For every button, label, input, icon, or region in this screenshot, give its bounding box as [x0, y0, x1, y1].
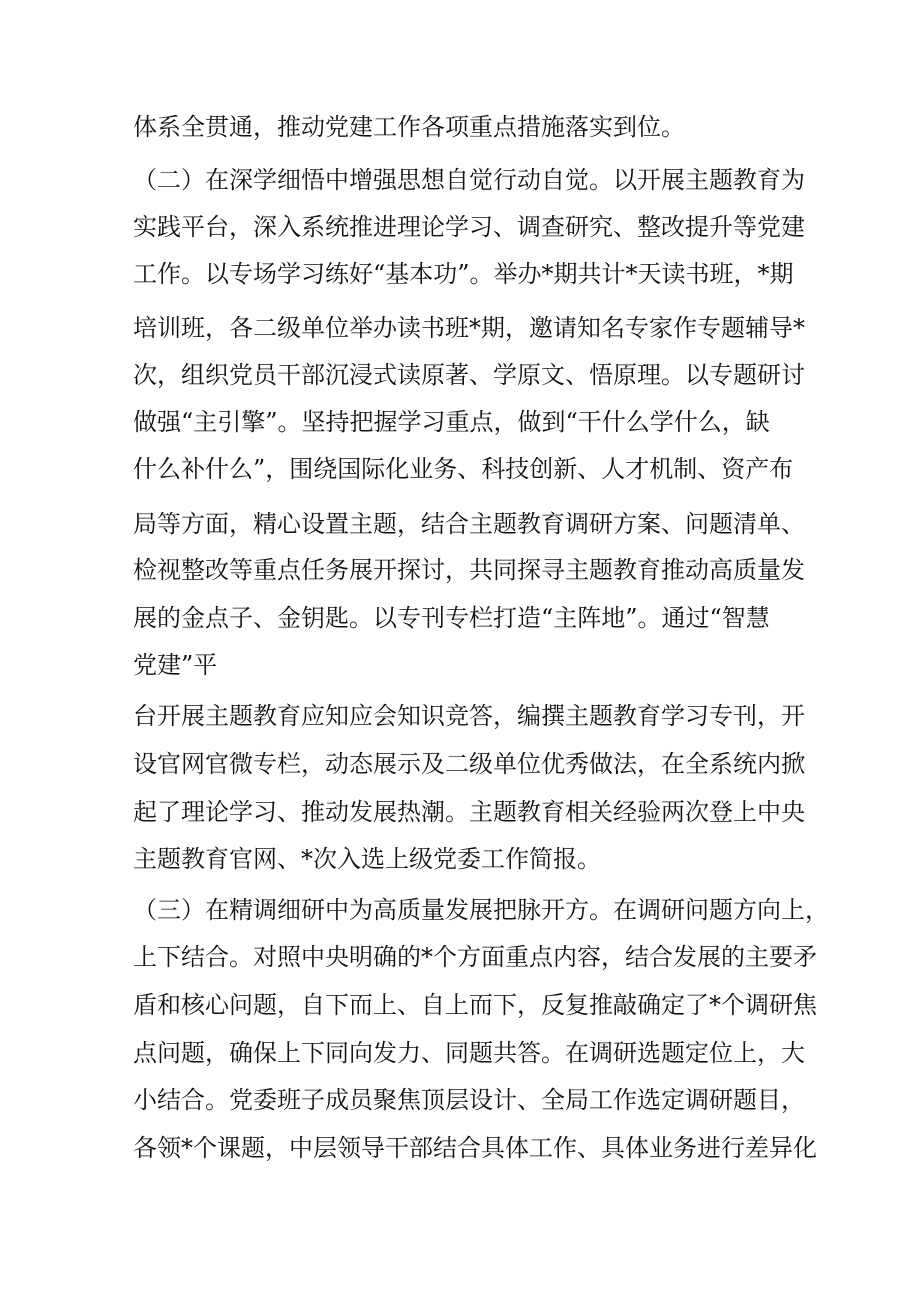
- text-line: 展的金点子、金钥匙。以专刊专栏打造“主阵地”。通过“智慧: [133, 604, 770, 632]
- text-line: 培训班，各二级单位举办读书班*期，邀请知名专家作专题辅导*: [133, 314, 805, 342]
- text-line: 点问题，确保上下同向发力、同题共答。在调研选题定位上，大: [133, 1039, 805, 1067]
- text-line: 小结合。党委班子成员聚焦顶层设计、全局工作选定调研题目，: [133, 1086, 805, 1114]
- text-line: 各领*个课题，中层领导干部结合具体工作、具体业务进行差异化: [133, 1134, 817, 1162]
- text-line: 体系全贯通，推动党建工作各项重点措施落实到位。: [133, 113, 685, 141]
- text-line: 台开展主题教育应知应会知识竞答，编撰主题教育学习专刊，开: [133, 702, 805, 730]
- text-line: 做强“主引擎”。坚持把握学习重点，做到“干什么学什么，缺: [133, 408, 770, 436]
- text-line: 工作。以专场学习练好“基本功”。举办*期共计*天读书班，*期: [133, 260, 794, 288]
- section-heading-line: （三）在精调细研中为高质量发展把脉开方。在调研问题方向上，: [133, 896, 829, 924]
- text-line: 局等方面，精心设置主题，结合主题教育调研方案、问题清单、: [133, 510, 805, 538]
- text-line: 次，组织党员干部沉浸式读原著、学原文、悟原理。以专题研讨: [133, 361, 805, 389]
- text-line: 实践平台，深入系统推进理论学习、调查研究、整改提升等党建: [133, 213, 805, 241]
- text-line: 设官网官微专栏，动态展示及二级单位优秀做法，在全系统内掀: [133, 750, 805, 778]
- text-line: 什么补什么”，围绕国际化业务、科技创新、人才机制、资产布: [133, 455, 794, 483]
- section-heading-line: （二）在深学细悟中增强思想自觉行动自觉。以开展主题教育为: [133, 166, 805, 194]
- text-line: 起了理论学习、推动发展热潮。主题教育相关经验两次登上中央: [133, 798, 805, 826]
- text-line: 上下结合。对照中央明确的*个方面重点内容，结合发展的主要矛: [133, 943, 817, 971]
- text-line: 盾和核心问题，自下而上、自上而下，反复推敲确定了*个调研焦: [133, 991, 817, 1019]
- text-line: 主题教育官网、*次入选上级党委工作简报。: [133, 845, 601, 873]
- text-line: 党建”平: [133, 651, 218, 679]
- text-line: 检视整改等重点任务展开探讨，共同探寻主题教育推动高质量发: [133, 556, 805, 584]
